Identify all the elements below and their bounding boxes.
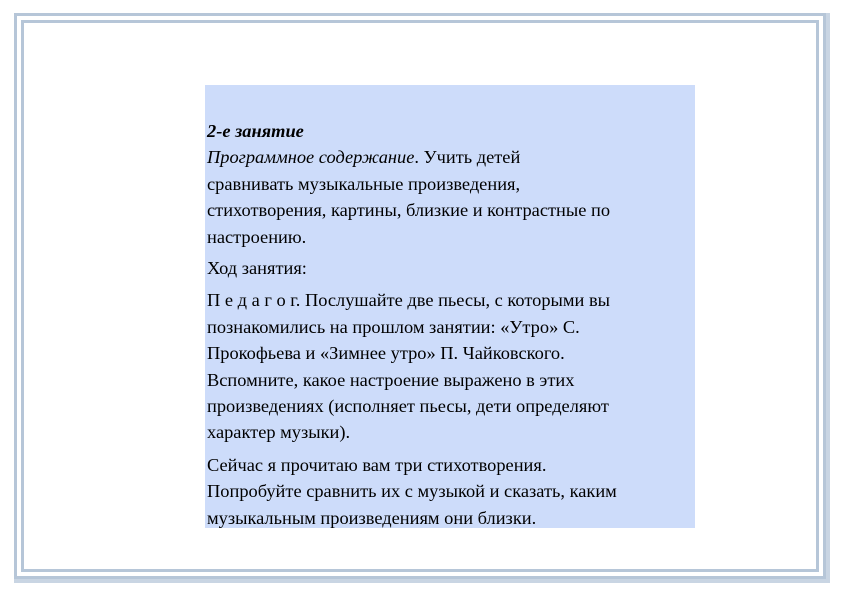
teacher-line-1: П е д а г о г. Послушайте две пьесы, с которыми вы bbox=[207, 290, 611, 311]
program-paragraph bbox=[207, 118, 695, 250]
frame-shadow-right bbox=[826, 13, 830, 583]
program-line-1: . Учить детей bbox=[414, 147, 521, 168]
program-line-4: настроению. bbox=[207, 226, 307, 247]
frame-shadow-bottom bbox=[14, 579, 830, 583]
program-line-3: стихотворения, картины, близкие и контрастные по bbox=[207, 200, 611, 221]
course-paragraph bbox=[207, 255, 695, 281]
teacher-paragraph bbox=[207, 287, 695, 445]
closing-line-2: Попробуйте сравнить их с музыкой и сказать, каким bbox=[207, 481, 617, 502]
teacher-line-5: произведениях (исполняет пьесы, дети определяют bbox=[207, 396, 609, 417]
teacher-line-6: характер музыки). bbox=[207, 422, 351, 443]
closing-paragraph bbox=[207, 452, 695, 531]
slide-text-box bbox=[205, 85, 695, 528]
lesson-heading: 2-е занятие bbox=[207, 121, 304, 141]
teacher-line-4: Вспомните, какое настроение выражено в этих bbox=[207, 369, 575, 390]
course-label: Ход занятия: bbox=[207, 258, 307, 279]
teacher-line-2: познакомились на прошлом занятии: «Утро» С. bbox=[207, 316, 580, 337]
closing-line-3: музыкальным произведениям они близки. bbox=[207, 507, 537, 528]
teacher-line-3: Прокофьева и «Зимнее утро» П. Чайковского. bbox=[207, 343, 565, 364]
program-line-2: сравнивать музыкальные произведения, bbox=[207, 173, 521, 194]
closing-line-1: Сейчас я прочитаю вам три стихотворения. bbox=[207, 454, 547, 475]
program-label: Программное содержание bbox=[207, 147, 415, 168]
